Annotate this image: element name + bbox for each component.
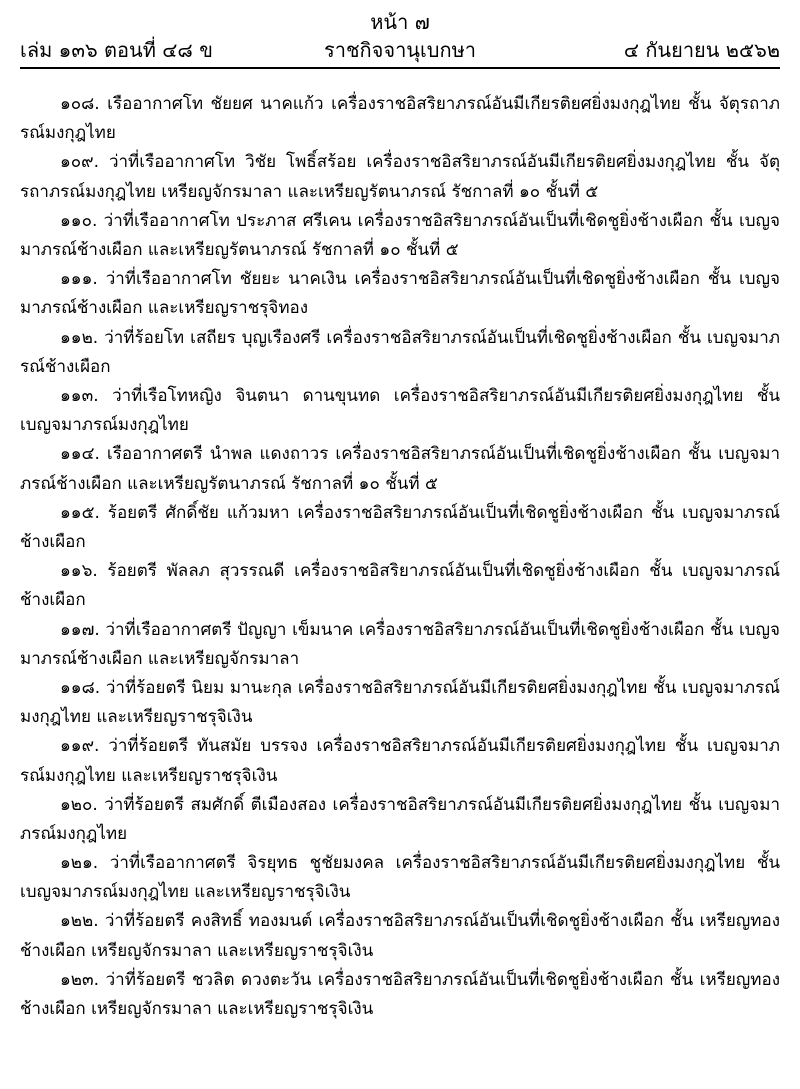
page-number: หน้า ๗ [370, 10, 430, 34]
list-item: ๑๑๙. ว่าที่ร้อยตรี ทันสมัย บรรจง เครื่องราชอิสริยาภรณ์อันมีเกียรติยศยิ่งมงกุฎไทย ชั้น เบญจมาภรณ์มงกุฎไทย และเหรียญราชรุจิเงิน [20, 736, 780, 786]
decoration-list [20, 90, 780, 1024]
list-item: ๑๑๖. ร้อยตรี พัลลภ สุวรรณดี เครื่องราชอิสริยาภรณ์อันเป็นที่เชิดชูยิ่งช้างเผือก ชั้น เบญจมาภรณ์ ช้างเผือก [20, 561, 780, 611]
list-item: ๑๐๘. เรืออากาศโท ชัยยศ นาคแก้ว เครื่องราชอิสริยาภรณ์อันมีเกียรติยศยิ่งมงกุฎไทย ชั้น จัตุรถาภรณ์มงกุฎไทย [20, 94, 780, 144]
list-item: ๑๒๐. ว่าที่ร้อยตรี สมศักดิ์ ตีเมืองสอง เครื่องราชอิสริยาภรณ์อันมีเกียรติยศยิ่งมงกุฎไทย ชั้น เบญจมาภรณ์มงกุฎไทย [20, 794, 780, 844]
list-item: ๑๑๔. เรืออากาศตรี นำพล แดงถาวร เครื่องราชอิสริยาภรณ์อันเป็นที่เชิดชูยิ่งช้างเผือก ชั้น เบญจมาภรณ์ช้างเผือก และเหรียญรัตนาภรณ์ รัชกาลที่ ๑๐ ชั้นที่ ๕ [20, 444, 780, 494]
list-item: ๑๑๓. ว่าที่เรือโทหญิง จินตนา ดานขุนทด เครื่องราชอิสริยาภรณ์อันมีเกียรติยศยิ่งมงกุฎไทย ชั้น เบญจมาภรณ์มงกุฎไทย [20, 385, 780, 436]
list-item: ๑๑๐. ว่าที่เรืออากาศโท ประภาส ศรีเคน เครื่องราชอิสริยาภรณ์อันเป็นที่เชิดชูยิ่งช้างเผือก ชั้น เบญจมาภรณ์ช้างเผือก และเหรียญรัตนาภรณ์ รัชกาลที่ ๑๐ ชั้นที่ ๕ [20, 210, 780, 260]
volume-issue: เล่ม ๑๓๖ ตอนที่ ๔๘ ข [20, 38, 213, 62]
header-divider [20, 67, 780, 69]
list-item: ๑๒๒. ว่าที่ร้อยตรี คงสิทธิ์ ทองมนต์ เครื่องราชอิสริยาภรณ์อันเป็นที่เชิดชูยิ่งช้างเผือก ชั้น เหรียญทองช้างเผือก เหรียญจักรมาลา และเหรียญราชรุจิเงิน [20, 911, 780, 961]
list-item: ๑๒๑. ว่าที่เรืออากาศตรี จิรยุทธ ชูชัยมงคล เครื่องราชอิสริยาภรณ์อันมีเกียรติยศยิ่งมงกุฎไทย ชั้น เบญจมาภรณ์มงกุฎไทย และเหรียญราชรุจิเงิน [20, 853, 780, 903]
list-item: ๑๒๓. ว่าที่ร้อยตรี ชวลิต ดวงตะวัน เครื่องราชอิสริยาภรณ์อันเป็นที่เชิดชูยิ่งช้างเผือก ชั้น เหรียญทองช้างเผือก เหรียญจักรมาลา และเหรียญราชรุจิเงิน [20, 969, 780, 1020]
publication-title: ราชกิจจานุเบกษา [323, 38, 477, 62]
list-item: ๑๑๕. ร้อยตรี ศักดิ์ชัย แก้วมหา เครื่องราชอิสริยาภรณ์อันเป็นที่เชิดชูยิ่งช้างเผือก ชั้น เบญจมาภรณ์ช้างเผือก [20, 502, 780, 552]
list-item: ๑๑๒. ว่าที่ร้อยโท เสถียร บุญเรืองศรี เครื่องราชอิสริยาภรณ์อันเป็นที่เชิดชูยิ่งช้างเผือก ชั้น เบญจมาภรณ์ช้างเผือก [20, 327, 780, 377]
list-item: ๑๑๑. ว่าที่เรืออากาศโท ชัยยะ นาคเงิน เครื่องราชอิสริยาภรณ์อันเป็นที่เชิดชูยิ่งช้างเผือก ชั้น เบญจมาภรณ์ช้างเผือก และเหรียญราชรุจิทอง [20, 269, 780, 319]
publication-date: ๔ กันยายน ๒๕๖๒ [623, 38, 780, 62]
list-item: ๑๑๘. ว่าที่ร้อยตรี นิยม มานะกุล เครื่องราชอิสริยาภรณ์อันมีเกียรติยศยิ่งมงกุฎไทย ชั้น เบญจมาภรณ์มงกุฎไทย และเหรียญราชรุจิเงิน [20, 677, 780, 728]
gazette-header [20, 36, 780, 64]
list-item: ๑๑๗. ว่าที่เรืออากาศตรี ปัญญา เข็มนาค เครื่องราชอิสริยาภรณ์อันเป็นที่เชิดชูยิ่งช้างเผือก ชั้น เบญจมาภรณ์ช้างเผือก และเหรียญจักรมาลา [20, 619, 780, 669]
list-item: ๑๐๙. ว่าที่เรืออากาศโท วิชัย โพธิ์สร้อย เครื่องราชอิสริยาภรณ์อันมีเกียรติยศยิ่งมงกุฎไทย ชั้น จัตุรถาภรณ์มงกุฎไทย เหรียญจักรมาลา และเหรียญรัตนาภรณ์ รัชกาลที่ ๑๐ ชั้นที่ ๕ [20, 152, 780, 202]
